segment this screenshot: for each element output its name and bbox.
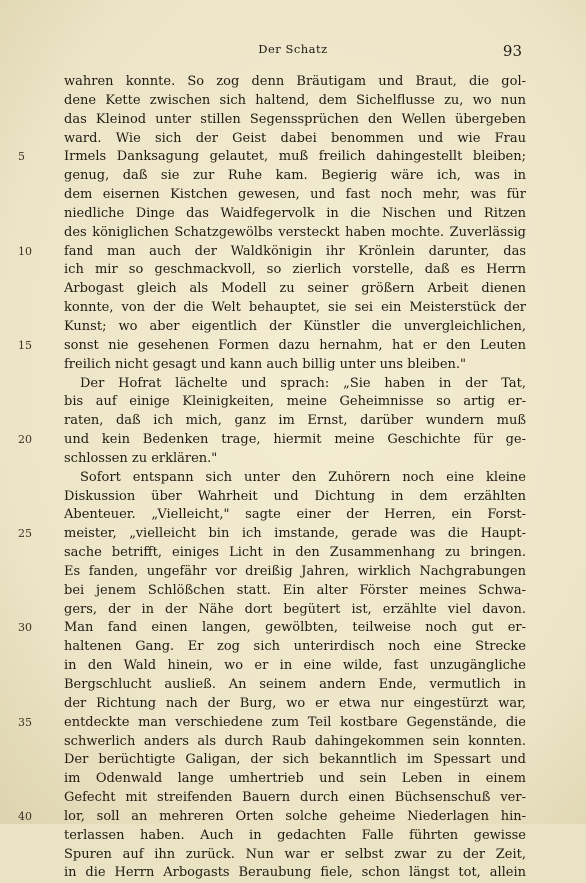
line-text: haltenen Gang. Er zog sich unterirdisch noch eine Strecke [64, 639, 526, 655]
line-number: 10 [18, 244, 32, 258]
line-text: in die Herrn Arbogasts Beraubung fiele, schon längst tot, allein [64, 865, 526, 881]
line-text: Spuren auf ihn zurück. Nun war er selbst zwar zu der Zeit, [64, 846, 526, 862]
text-line [0, 224, 586, 243]
line-text: Der Hofrat lächelte und sprach: „Sie haben in der Tat, [80, 375, 526, 391]
line-text: Bergschlucht ausließ. An seinem andern Ende, vermutlich in [64, 677, 526, 692]
text-line [0, 506, 586, 525]
text-line [0, 280, 586, 299]
text-line [0, 375, 586, 394]
line-number: 5 [18, 150, 25, 164]
line-text: konnte, von der die Welt behauptet, sie sei ein Meisterstück der [64, 300, 526, 316]
line-text: des königlichen Schatzgewölbs versteckt haben mochte. Zuverlässig [64, 224, 526, 240]
line-text: ich mir so geschmackvoll, so zierlich vorstelle, daß es Herrn [64, 262, 526, 278]
text-line [0, 186, 586, 205]
text-line [0, 337, 586, 356]
text-line [0, 864, 586, 883]
line-text: Abenteuer. „Vielleicht," sagte einer der Herren, ein Forst- [64, 507, 526, 523]
page-number: 93 [502, 42, 522, 60]
line-text: in den Wald hinein, wo er in eine wilde, fast unzugängliche [64, 658, 526, 674]
line-text: Arbogast gleich als Modell zu seiner größern Arbeit dienen [64, 281, 526, 297]
line-number: 20 [18, 433, 32, 447]
line-text: Man fand einen langen, gewölbten, teilweise noch gut er- [64, 620, 526, 636]
text-line [0, 167, 586, 186]
text-line [0, 299, 586, 318]
text-line [0, 657, 586, 676]
line-text: entdeckte man verschiedene zum Teil kostbare Gegenstände, die [64, 714, 526, 730]
text-line [0, 544, 586, 563]
text-line [0, 469, 586, 488]
text-line [0, 412, 586, 431]
text-line [0, 846, 586, 865]
line-text: freilich nicht gesagt und kann auch billig unter uns bleiben." [64, 356, 467, 372]
line-text: schlossen zu erklären." [64, 450, 218, 466]
text-line [0, 770, 586, 789]
line-text: meister, „vielleicht bin ich imstande, gerade was die Haupt- [64, 526, 526, 542]
text-line [0, 714, 586, 733]
line-text: lor, soll an mehreren Orten solche geheime Niederlagen hin- [64, 808, 526, 824]
line-number: 15 [18, 338, 32, 352]
line-text: bis auf einige Kleinigkeiten, meine Geheimnisse so artig er- [64, 394, 526, 410]
text-line [0, 563, 586, 582]
line-text: sache betrifft, einiges Licht in den Zusammenhang zu bringen. [64, 545, 526, 561]
text-line [0, 205, 586, 224]
line-text: genug, daß sie zur Ruhe kam. Begierig wäre ich, was in [64, 168, 526, 184]
text-line [0, 431, 586, 450]
text-line [0, 751, 586, 770]
line-text: und kein Bedenken trage, hiermit meine Geschichte für ge- [64, 432, 526, 448]
text-line [0, 130, 586, 149]
line-number: 25 [18, 527, 32, 541]
line-text: schwerlich anders als durch Raub dahingekommen sein konnten. [64, 733, 526, 749]
line-number: 40 [18, 809, 32, 823]
line-text: raten, daß ich mich, ganz im Ernst, darüber wundern muß [64, 413, 526, 429]
text-line [0, 73, 586, 92]
text-line [0, 525, 586, 544]
line-text: Gefecht mit streifenden Bauern durch einen Büchsenschuß ver- [64, 790, 526, 806]
text-line [0, 148, 586, 167]
text-line [0, 450, 586, 469]
text-line [0, 695, 586, 714]
text-line [0, 393, 586, 412]
text-line [0, 356, 586, 375]
line-text: niedliche Dinge das Waidfegervolk in die Nischen und Ritzen [64, 205, 526, 221]
line-text: Sofort entspann sich unter den Zuhörern noch eine kleine [80, 469, 526, 485]
text-line [0, 582, 586, 601]
line-text: bei jenem Schlößchen statt. Ein alter Förster meines Schwa- [64, 582, 526, 598]
line-text: dem eisernen Kistchen gewesen, und fast noch mehr, was für [64, 187, 526, 203]
line-text: im Odenwald lange umhertrieb und sein Leben in einem [64, 771, 526, 787]
text-line [0, 92, 586, 111]
text-line [0, 676, 586, 695]
text-line [0, 601, 586, 620]
text-line [0, 318, 586, 337]
text-line [0, 261, 586, 280]
line-text: ward. Wie sich der Geist dabei benommen und wie Frau [64, 130, 526, 146]
text-line [0, 827, 586, 846]
line-text: Der berüchtigte Galigan, der sich bekanntlich im Spessart und [64, 752, 526, 768]
body-text [0, 73, 586, 883]
text-line [0, 733, 586, 752]
text-line [0, 789, 586, 808]
line-number: 30 [18, 621, 32, 635]
text-line [0, 638, 586, 657]
text-line [0, 243, 586, 262]
line-text: das Kleinod unter stillen Segenssprüchen den Wellen übergeben [64, 111, 526, 127]
text-line [0, 111, 586, 130]
line-text: der Richtung nach der Burg, wo er etwa nur eingestürzt war, [64, 695, 526, 711]
line-text: Es fanden, ungefähr vor dreißig Jahren, wirklich Nachgrabungen [64, 563, 526, 579]
page-header [0, 42, 586, 62]
text-line [0, 488, 586, 507]
line-text: wahren konnte. So zog denn Bräutigam und Braut, die gol- [64, 74, 526, 89]
line-number: 35 [18, 715, 32, 729]
text-line [0, 619, 586, 638]
line-text: Diskussion über Wahrheit und Dichtung in dem erzählten [64, 488, 526, 504]
line-text: terlassen haben. Auch in gedachten Falle führten gewisse [64, 827, 526, 843]
line-text: sonst nie gesehenen Formen dazu hernahm, hat er den Leuten [64, 337, 526, 353]
running-head: Der Schatz [258, 42, 328, 56]
line-text: Kunst; wo aber eigentlich der Künstler die unvergleichlichen, [64, 318, 526, 334]
line-text: dene Kette zwischen sich haltend, dem Sichelflusse zu, wo nun [64, 92, 526, 108]
line-text: fand man auch der Waldkönigin ihr Krönlein darunter, das [64, 243, 526, 259]
line-text: gers, der in der Nähe dort begütert ist, erzählte viel davon. [64, 601, 526, 617]
line-text: Irmels Danksagung gelautet, muß freilich dahingestellt bleiben; [64, 149, 526, 165]
